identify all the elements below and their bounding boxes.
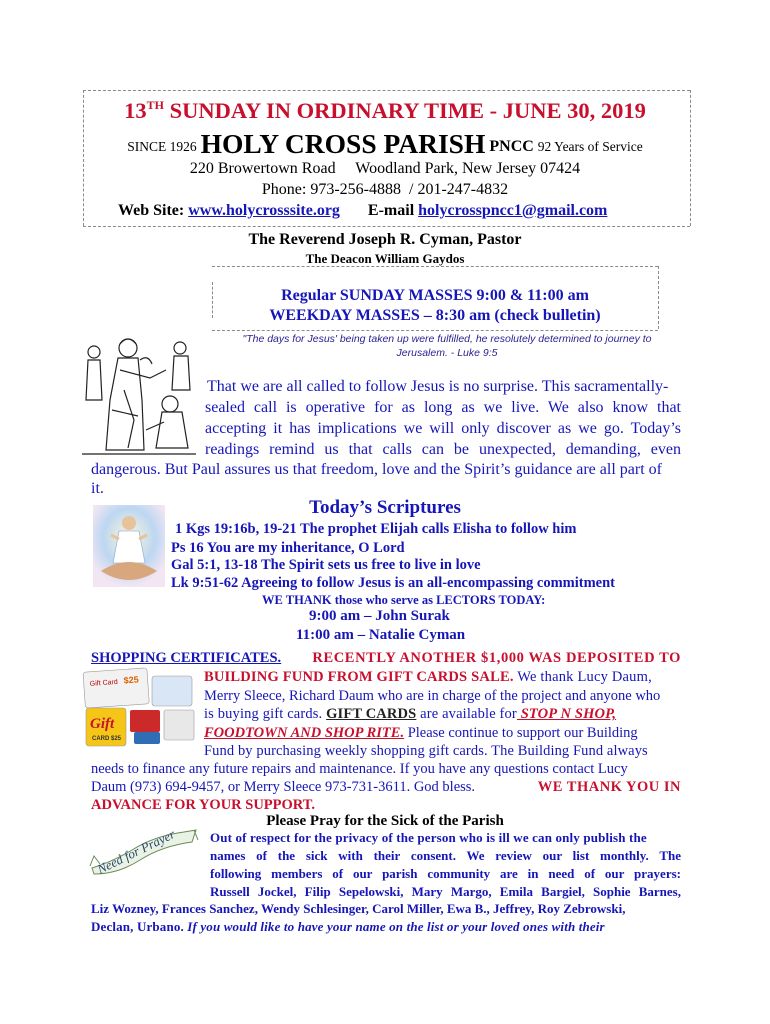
shopping-line-6: Fund by purchasing weekly shopping gift cards. The Building Fund always (204, 743, 648, 759)
shopping-line-8 (91, 779, 681, 796)
deacon: The Deacon William Gaydos (305, 251, 465, 266)
gift-cards-text: GIFT CARDS (326, 706, 417, 722)
shopping-line-9: ADVANCE FOR YOUR SUPPORT. (91, 797, 315, 813)
svg-text:$25: $25 (123, 674, 139, 686)
shopping-label: SHOPPING CERTIFICATES. (91, 650, 282, 666)
reflection-line-1: That we are all called to follow Jesus is no surprise. This sacramentally- (207, 378, 669, 395)
gift-cards-image (80, 666, 198, 748)
shopping-line-1 (91, 650, 681, 667)
quote-line-1: "The days for Jesus' being taken up were fulfilled, he resolutely determined to journey to (242, 333, 652, 345)
reflection-line-6: it. (91, 480, 104, 497)
masses-box-right (658, 266, 659, 329)
pncc-text: PNCC (489, 138, 534, 155)
pastor: The Reverend Joseph R. Cyman, Pastor (248, 231, 522, 248)
lector-1: 9:00 am – John Surak (309, 608, 450, 624)
page-title (0, 98, 770, 124)
since-text: SINCE 1926 (127, 139, 197, 154)
shopping-line-2-rest: We thank Lucy Daum, (517, 669, 652, 685)
sick-line-6-pre: Declan, Urbano. (91, 919, 184, 934)
website-link[interactable]: www.holycrosssite.org (188, 202, 340, 219)
stores-2: FOODTOWN AND SHOP RITE. (204, 724, 405, 741)
jesus-hands-illustration (93, 505, 165, 587)
title-rest: SUNDAY IN ORDINARY TIME - JUNE 30, 2019 (169, 98, 646, 123)
svg-text:Gift: Gift (90, 716, 115, 732)
years-text: 92 Years of Service (537, 139, 643, 154)
sick-line-3: following members of our parish community are in need of our prayers: (210, 866, 681, 881)
shopping-line-7: needs to finance any future repairs and maintenance. If you have any questions contact Lucy (91, 761, 628, 777)
sick-block (210, 829, 681, 901)
sick-line-4: Russell Jockel, Filip Sepelowski, Mary Margo, Emila Bargiel, Sophie Barnes, (210, 884, 681, 899)
phone: Phone: 973-256-4888 / 201-247-4832 (261, 181, 509, 198)
svg-text:Gift Card: Gift Card (89, 678, 119, 688)
need-for-prayer-banner (86, 826, 202, 886)
scriptures-heading: Today’s Scriptures (309, 497, 461, 518)
shopping-line-4-pre: is buying gift cards. (204, 706, 323, 722)
reflection-block (205, 376, 681, 460)
scripture-4: Lk 9:51-62 Agreeing to follow Jesus is an all-encompassing commitment (171, 575, 615, 591)
sick-line-5: Liz Wozney, Frances Sanchez, Wendy Schlesinger, Carol Miller, Ewa B., Jeffrey, Roy Zebrowski, (91, 901, 626, 916)
svg-text:CARD $25: CARD $25 (92, 736, 122, 742)
title-sup: TH (146, 98, 164, 112)
shopping-line-5 (204, 724, 681, 743)
header-border-top (83, 90, 690, 91)
web-email-line (118, 202, 607, 220)
shopping-line-4 (204, 705, 681, 724)
reflection-line-2: sealed call is operative for as long as we live. We also know that (205, 399, 681, 416)
weekday-masses: WEEKDAY MASSES – 8:30 am (check bulletin) (269, 307, 601, 324)
sick-line-1: Out of respect for the privacy of the person who is ill we can only publish the (210, 830, 647, 845)
banner-text: Need for Prayer (94, 826, 178, 877)
sunday-masses: Regular SUNDAY MASSES 9:00 & 11:00 am (281, 287, 589, 304)
shopping-line-8-bold: WE THANK YOU IN (537, 779, 681, 795)
shopping-line-3: Merry Sleece, Richard Daum who are in charge of the project and anyone who (204, 687, 661, 704)
sick-line-2: names of the sick with their consent. We review our list monthly. The (210, 848, 681, 863)
header-border-bottom (83, 226, 690, 227)
sick-heading: Please Pray for the Sick of the Parish (266, 813, 504, 829)
lectors-heading: WE THANK those who serve as LECTORS TODAY: (262, 593, 546, 607)
email-link[interactable]: holycrosspncc1@gmail.com (418, 202, 608, 219)
reflection-line-5: dangerous. But Paul assures us that freedom, love and the Spirit’s guidance are all part of (91, 461, 662, 478)
reflection-line-3: accepting it has implications we will only discover as we go. Today’s (205, 420, 681, 437)
jesus-illustration (80, 330, 198, 458)
sick-line-6 (91, 919, 681, 935)
sick-line-6-italic: If you would like to have your name on the list or your loved ones with their (187, 919, 605, 934)
website-label: Web Site: (118, 202, 185, 219)
quote-line-2: Jerusalem. - Luke 9:5 (396, 347, 498, 359)
shopping-line-4-mid: are available for (420, 706, 517, 722)
shopping-line-2-bold: BUILDING FUND FROM GIFT CARDS SALE. (204, 669, 514, 685)
email-label: E-mail (367, 202, 415, 219)
parish-name: HOLY CROSS PARISH (200, 128, 486, 159)
scripture-1: 1 Kgs 19:16b, 19-21 The prophet Elijah calls Elisha to follow him (175, 521, 577, 537)
shopping-line-1-rest: RECENTLY ANOTHER $1,000 WAS DEPOSITED TO (312, 650, 681, 666)
parish-line (0, 128, 770, 160)
shopping-line-2 (204, 668, 681, 687)
stores-1: STOP N SHOP, (516, 706, 617, 722)
scripture-3: Gal 5:1, 13-18 The Spirit sets us free to live in love (171, 557, 481, 573)
shopping-line-5-rest: Please continue to support our Building (407, 724, 638, 741)
shopping-line-8-pre: Daum (973) 694-9457, or Merry Sleece 973-731-3611. God bless. (91, 779, 476, 795)
title-num: 13 (124, 98, 147, 123)
scripture-2: Ps 16 You are my inheritance, O Lord (171, 540, 405, 556)
shopping-block (204, 668, 681, 761)
reflection-line-4: readings remind us that calls can be unexpected, demanding, even (205, 441, 681, 458)
lector-2: 11:00 am – Natalie Cyman (296, 627, 466, 643)
address: 220 Browertown Road Woodland Park, New Jersey 07424 (189, 160, 581, 177)
